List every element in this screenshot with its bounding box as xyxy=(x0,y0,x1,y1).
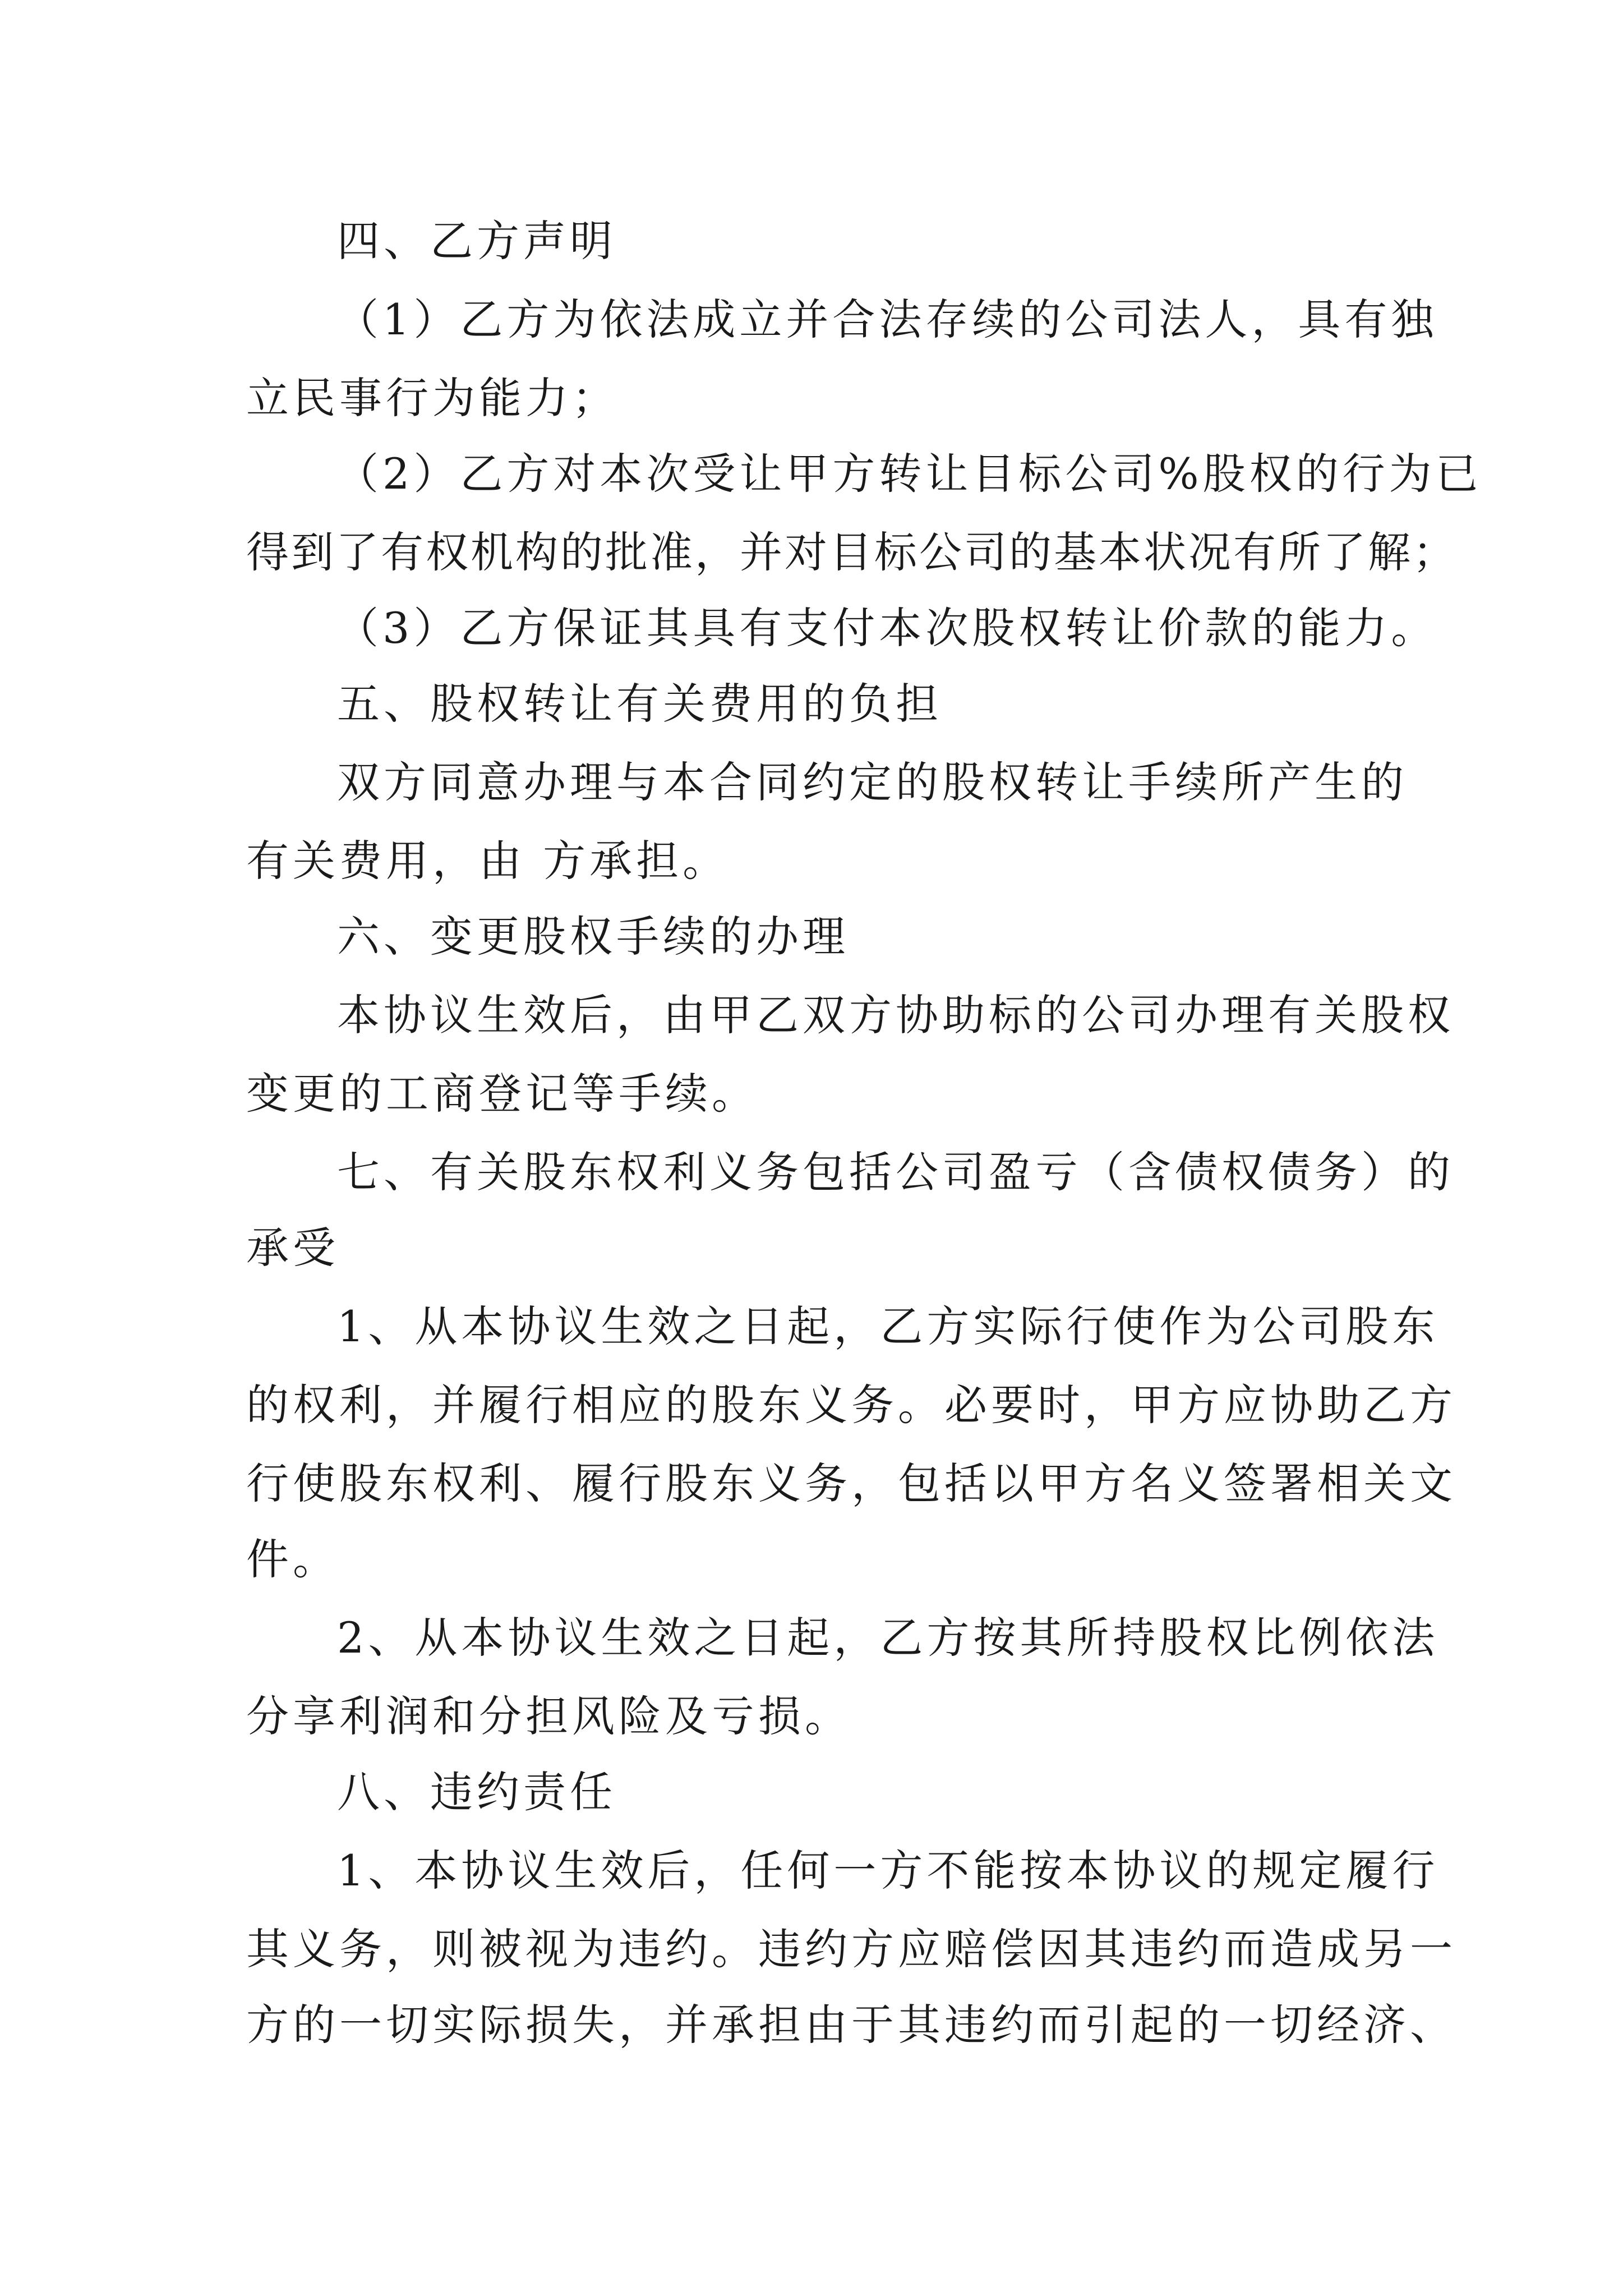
section-6-line-1: 本协议生效后，由甲乙双方协助标的公司办理有关股权 xyxy=(337,990,1454,1040)
section-heading-7-line-1: 七、有关股东权利义务包括公司盈亏（含债权债务）的 xyxy=(337,1147,1454,1197)
clause-7-1-line-3: 行使股东权利、履行股东义务，包括以甲方名义签署相关文 xyxy=(246,1458,1456,1508)
clause-8-1-line-1: 1、本协议生效后，任何一方不能按本协议的规定履行 xyxy=(337,1846,1439,1895)
clause-4-2-line-2: 得到了有权机构的批准，并对目标公司的基本状况有所了解； xyxy=(246,527,1458,577)
clause-7-1-line-2: 的权利，并履行相应的股东义务。必要时，甲方应协助乙方 xyxy=(246,1380,1456,1430)
clause-4-1-line-2: 立民事行为能力； xyxy=(246,373,619,423)
clause-7-1-line-4: 件。 xyxy=(246,1534,339,1584)
section-5-line-1: 双方同意办理与本合同约定的股权转让手续所产生的 xyxy=(337,757,1408,807)
clause-8-1-line-3: 方的一切实际损失，并承担由于其违约而引起的一切经济、 xyxy=(246,2000,1456,2050)
clause-7-2-line-2: 分享利润和分担风险及亏损。 xyxy=(246,1691,851,1741)
section-heading-8: 八、违约责任 xyxy=(337,1767,616,1817)
section-6-line-2: 变更的工商登记等手续。 xyxy=(246,1069,758,1119)
section-heading-5: 五、股权转让有关费用的负担 xyxy=(337,679,942,729)
section-5-line-2: 有关费用，由 方承担。 xyxy=(246,836,730,886)
section-heading-7-line-2: 承受 xyxy=(246,1223,339,1273)
clause-4-1-line-1: （1）乙方为依法成立并合法存续的公司法人，具有独 xyxy=(336,295,1438,344)
clause-8-1-line-2: 其义务，则被视为违约。违约方应赔偿因其违约而造成另一 xyxy=(246,1924,1456,1974)
clause-7-2-line-1: 2、从本协议生效之日起，乙方按其所持股权比例依法 xyxy=(337,1613,1439,1663)
section-heading-4: 四、乙方声明 xyxy=(337,216,616,266)
clause-4-2-line-1: （2）乙方对本次受让甲方转让目标公司%股权的行为已 xyxy=(336,449,1482,499)
clause-4-3: （3）乙方保证其具有支付本次股权转让价款的能力。 xyxy=(336,603,1438,653)
clause-7-1-line-1: 1、从本协议生效之日起，乙方实际行使作为公司股东 xyxy=(337,1301,1439,1351)
section-heading-6: 六、变更股权手续的办理 xyxy=(337,912,849,961)
